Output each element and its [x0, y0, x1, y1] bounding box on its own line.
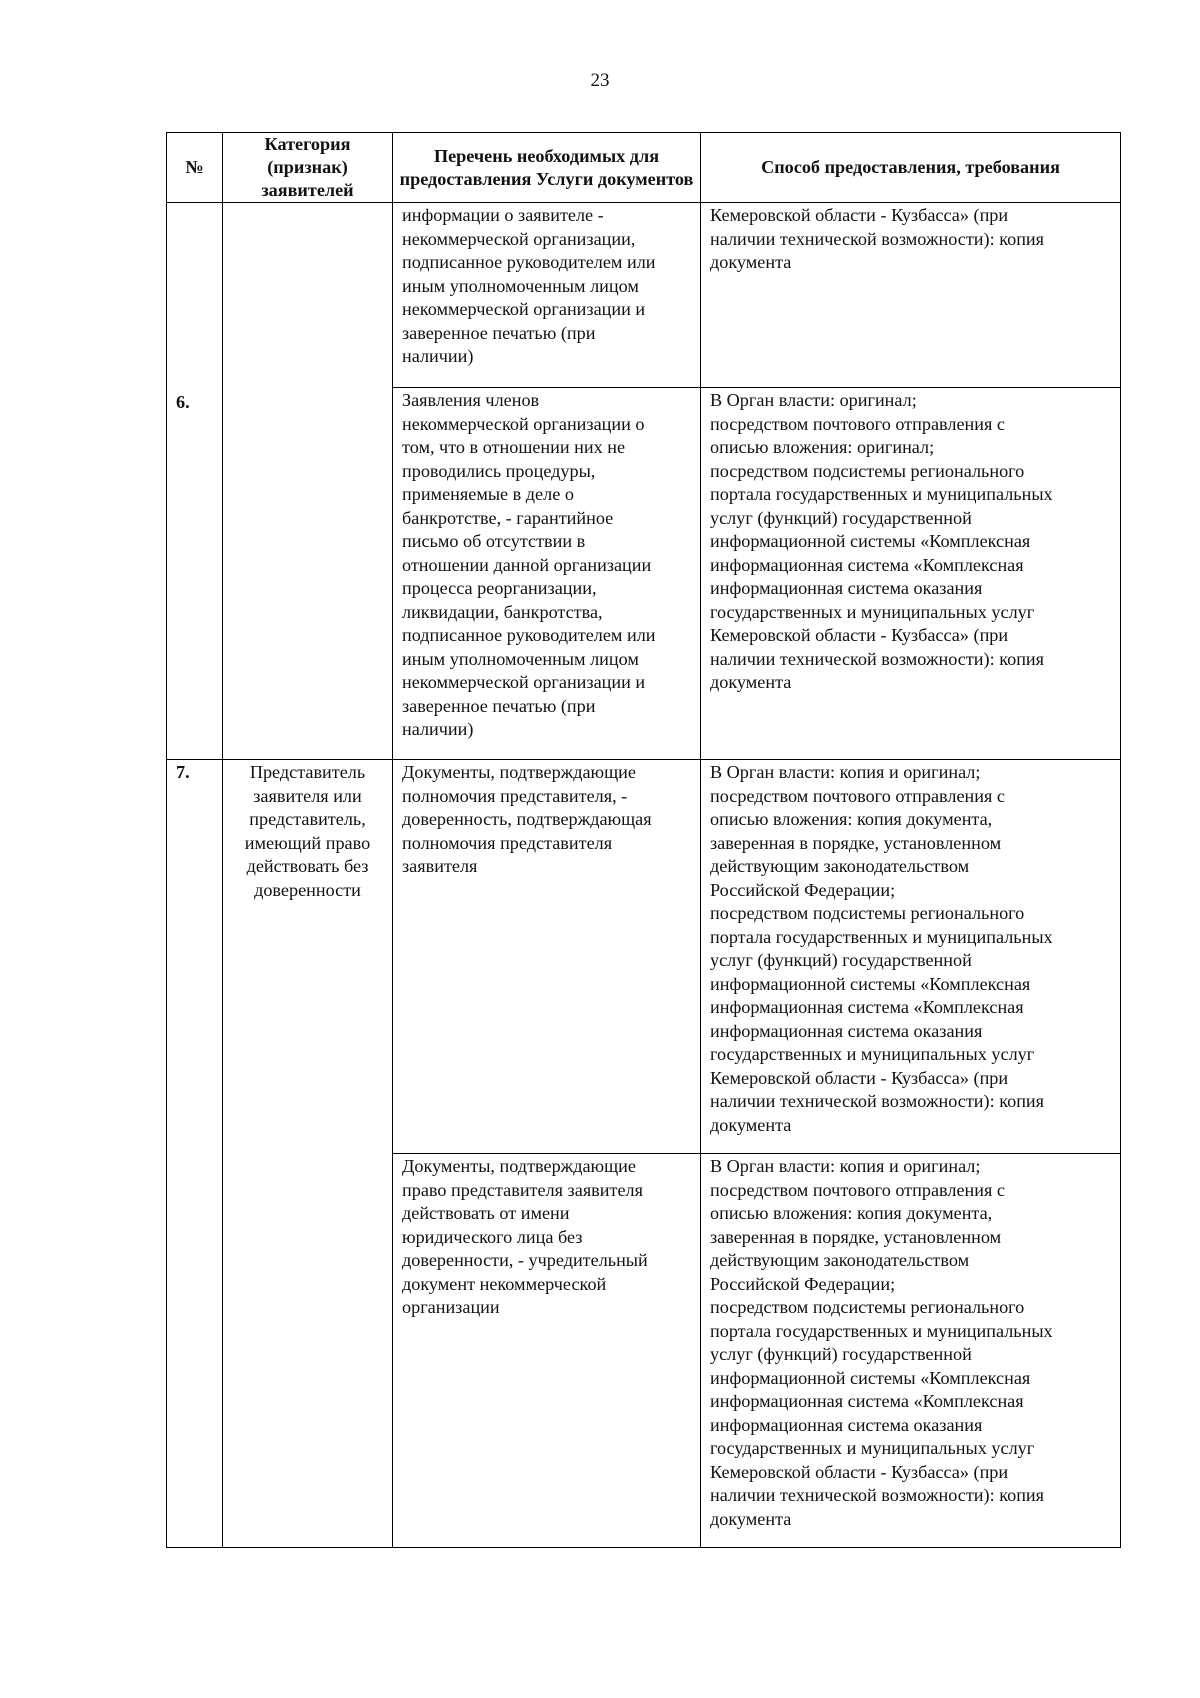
row-number-cell: [167, 203, 223, 760]
method-text: В Орган власти: оригинал; посредством почтового отправления с описью вложения: оригинал; посредством подсистемы регионального портала государственных и муниципальных услуг (функций) государственной информационной системы «Комплексная информационная система «Комплексная информационная система оказания государственных и муниципальных услуг Кемеровской области - Кузбасса» (при наличии технической возможности): копия документа: [710, 390, 1053, 692]
header-documents: Перечень необходимых для предоставления Услуги документов: [393, 133, 701, 203]
category-cell: [223, 760, 393, 1548]
method-text: В Орган власти: копия и оригинал; посредством почтового отправления с описью вложения: копия документа, заверенная в порядке, установленном действующим законодательством Российской Федерации; посредством подсистемы регионального портала государственных и муниципальных услуг (функций) государственной информационной системы «Комплексная информационная система «Комплексная информационная система оказания государственных и муниципальных услуг Кемеровской области - Кузбасса» (при наличии технической возможности): копия документа: [710, 762, 1053, 1135]
row-number-cell: [167, 760, 223, 1548]
document-cell: [393, 760, 701, 1154]
table-row: [167, 203, 1121, 388]
document-text: информации о заявителе - некоммерческой организации, подписанное руководителем или иным уполномоченным лицом некоммерческой организации и заверенное печатью (при наличии): [402, 205, 656, 366]
document-cell: [393, 1154, 701, 1548]
page-number: 23: [590, 70, 610, 91]
method-text: Кемеровской области - Кузбасса» (при наличии технической возможности): копия документа: [710, 205, 1045, 272]
row-number: 7.: [176, 762, 190, 782]
method-cell: [701, 760, 1121, 1154]
document-text: Заявления членов некоммерческой организации о том, что в отношении них не проводились процедуры, применяемые в деле о банкротстве, - гарантийное письмо об отсутствии в отношении данной организации процесса реорганизации, ликвидации, банкротства, подписанное руководителем или иным уполномоченным лицом некоммерческой организации и заверенное печатью (при наличии): [402, 390, 656, 739]
header-category: Категория (признак) заявителей: [223, 133, 393, 203]
method-cell: [701, 1154, 1121, 1548]
document-cell: [393, 388, 701, 760]
method-cell: [701, 203, 1121, 388]
header-num: №: [167, 133, 223, 203]
row-number: 6.: [176, 391, 190, 412]
method-text: В Орган власти: копия и оригинал; посредством почтового отправления с описью вложения: копия документа, заверенная в порядке, установленном действующим законодательством Российской Федерации; посредством подсистемы регионального портала государственных и муниципальных услуг (функций) государственной информационной системы «Комплексная информационная система «Комплексная информационная система оказания государственных и муниципальных услуг Кемеровской области - Кузбасса» (при наличии технической возможности): копия документа: [710, 1156, 1053, 1529]
table-row: [167, 760, 1121, 1154]
document-text: Документы, подтверждающие право представителя заявителя действовать от имени юридического лица без доверенности, - учредительный документ некоммерческой организации: [402, 1156, 648, 1317]
method-cell: [701, 388, 1121, 760]
header-method: Способ предоставления, требования: [701, 133, 1121, 203]
table-header-row: [167, 133, 1121, 203]
documents-table: [166, 132, 1121, 1548]
document-text: Документы, подтверждающие полномочия представителя, - доверенность, подтверждающая полномочия представителя заявителя: [402, 762, 652, 876]
document-cell: [393, 203, 701, 388]
category-text: Представитель заявителя или представитель, имеющий право действовать без доверенности: [244, 762, 371, 900]
category-cell-empty: [223, 203, 393, 760]
